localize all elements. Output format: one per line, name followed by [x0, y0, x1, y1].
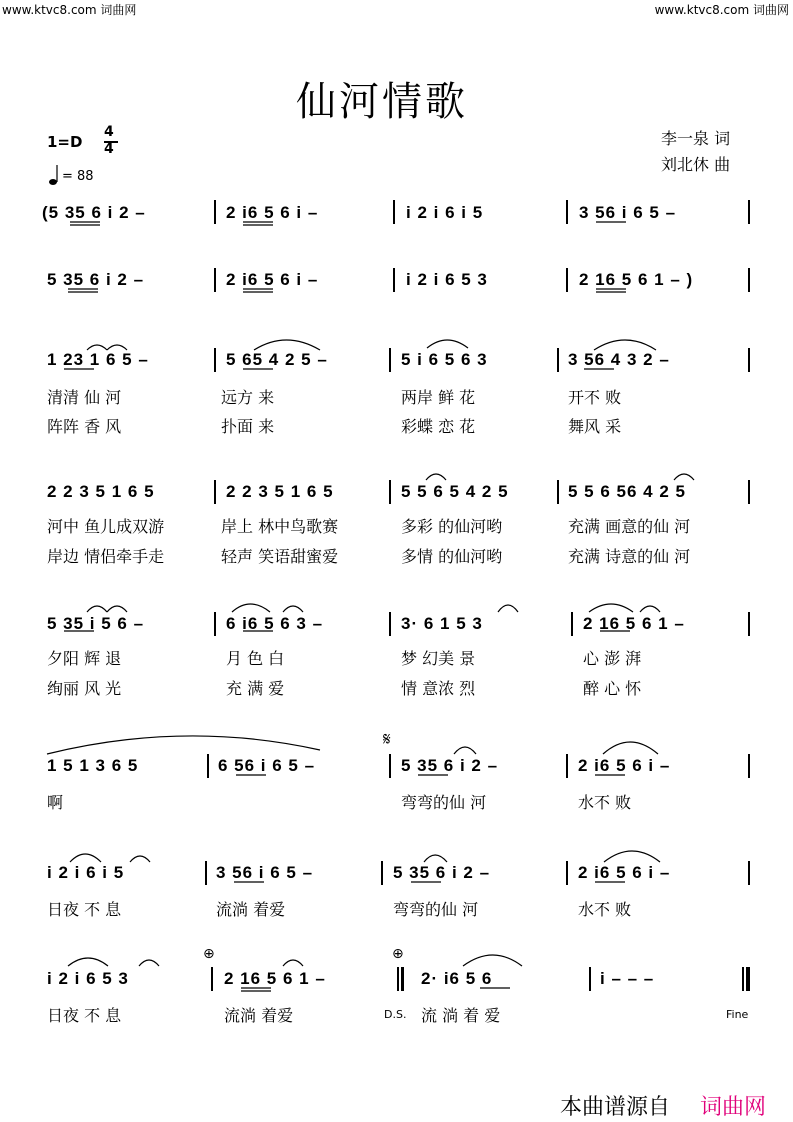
lyricist-credit: 李一泉 词	[661, 129, 731, 148]
slur	[139, 960, 159, 966]
lyrics-row7-v1-m1: 日夜 不 息	[47, 900, 122, 919]
notes-row5-m3: 3· 6 1 5 3	[401, 614, 483, 633]
notes-row3-m4: 3 56 4 3 2 –	[568, 350, 670, 369]
slur	[463, 955, 522, 966]
lyrics-row4-v1-m4: 充满 画意的仙 河	[568, 517, 691, 536]
slur	[604, 851, 660, 862]
slur	[498, 605, 518, 612]
notes-row6-m4: 2 i6 5 6 i –	[578, 756, 671, 775]
notes-row7-m1: i 2 i 6 i 5	[47, 863, 125, 882]
lyrics-row5-v2-m3: 情 意浓 烈	[401, 679, 476, 698]
notes-row1-m2: 2 i6 5 6 i –	[226, 203, 319, 222]
slur	[47, 736, 320, 754]
notes-row4-m4: 5 5 6 56 4 2 5	[568, 482, 686, 501]
slur	[254, 340, 320, 350]
lyrics-row7-v1-m2: 流淌 着爱	[216, 900, 286, 919]
watermark-right: www.ktvc8.com 词曲网	[654, 3, 789, 17]
notes-row5-m4: 2 16 5 6 1 –	[583, 614, 685, 633]
lyrics-row5-v2-m4: 醉 心 怀	[583, 679, 642, 698]
notes-row4-m3: 5 5 6 5 4 2 5	[401, 482, 509, 501]
lyrics-row5-v1-m4: 心 澎 湃	[583, 649, 642, 668]
notes-row2-m2: 2 i6 5 6 i –	[226, 270, 319, 289]
lyrics-row3-v1-m4: 开不 败	[568, 388, 622, 407]
slur	[107, 606, 127, 612]
composer-credit: 刘北休 曲	[661, 155, 731, 174]
notes-row7-m2: 3 56 i 6 5 –	[216, 863, 314, 882]
slur	[232, 604, 270, 612]
lyrics-row4-v2-m2: 轻声 笑语甜蜜爱	[221, 547, 339, 566]
notes-row8-m1: i 2 i 6 5 3	[47, 969, 129, 988]
lyrics-row3-v1-m1: 清清 仙 河	[47, 388, 122, 407]
notes-row7-m4: 2 i6 5 6 i –	[578, 863, 671, 882]
notes-row8-m3: 2· i6 5 6	[421, 969, 493, 988]
lyrics-row8-v1-m3: 流 淌 着 爱	[421, 1006, 501, 1025]
slur	[589, 604, 633, 612]
lyrics-row4-v1-m3: 多彩 的仙河哟	[401, 517, 503, 536]
time-signature-top: 4	[104, 124, 114, 140]
notes-row5-m1: 5 35 i 5 6 –	[47, 614, 145, 633]
footer-site-link[interactable]: 词曲网	[700, 1095, 767, 1120]
notes-row1-m4: 3 56 i 6 5 –	[579, 203, 677, 222]
lyrics-row7-v1-m3: 弯弯的仙 河	[393, 900, 479, 919]
lyrics-row5-v1-m3: 梦 幻美 景	[401, 649, 476, 668]
lyrics-row3-v1-m2: 远方 来	[221, 388, 275, 407]
watermark-left: www.ktvc8.com 词曲网	[2, 3, 137, 17]
coda-icon-1: ⊕	[203, 946, 215, 962]
notes-row6-m1: 1 5 1 3 6 5	[47, 756, 139, 775]
lyrics-row5-v2-m2: 充 满 爱	[226, 679, 285, 698]
notes-row2-m3: i 2 i 6 5 3	[406, 270, 488, 289]
ds-marking: D.S.	[384, 1008, 407, 1021]
segno-icon: 𝄋	[383, 729, 391, 750]
notes-row1-m1: (5 35 6 i 2 –	[42, 203, 146, 222]
slur	[454, 747, 476, 754]
notes-row3-m3: 5 i 6 5 6 3	[401, 350, 488, 369]
notes-row5-m2: 6 i6 5 6 3 –	[226, 614, 324, 633]
footer-source-label: 本曲谱源自	[560, 1095, 671, 1120]
notes-row3-m2: 5 65 4 2 5 –	[226, 350, 328, 369]
notes-row4-m1: 2 2 3 5 1 6 5	[47, 482, 155, 501]
notes-row8-m2: 2 16 5 6 1 –	[224, 969, 326, 988]
slur	[427, 340, 468, 348]
lyrics-row3-v2-m3: 彩蝶 恋 花	[401, 417, 476, 436]
notes-row6-m3: 5 35 6 i 2 –	[401, 756, 499, 775]
notes-row6-m2: 6 56 i 6 5 –	[218, 756, 316, 775]
lyrics-row4-v2-m4: 充满 诗意的仙 河	[568, 547, 691, 566]
lyrics-row7-v1-m4: 水不 败	[578, 900, 632, 919]
slur	[603, 742, 658, 754]
lyrics-row4-v1-m1: 河中 鱼儿成双游	[47, 517, 165, 536]
lyrics-row6-v1-m4: 水不 败	[578, 793, 632, 812]
slur	[68, 958, 108, 966]
notes-row7-m3: 5 35 6 i 2 –	[393, 863, 491, 882]
key-signature: 1=D	[47, 133, 83, 151]
lyrics-row8-v1-m2: 流淌 着爱	[224, 1006, 294, 1025]
slur	[130, 856, 150, 862]
lyrics-row3-v1-m3: 两岸 鲜 花	[401, 388, 476, 407]
slur	[426, 474, 446, 480]
notes-row1-m3: i 2 i 6 i 5	[406, 203, 484, 222]
notes-row3-m1: 1 23 1 6 5 –	[47, 350, 149, 369]
slur	[70, 854, 101, 862]
slur	[674, 474, 694, 480]
slur	[87, 606, 107, 612]
lyrics-row3-v2-m4: 舞风 采	[568, 417, 622, 436]
notes-row8-m4: i – – –	[600, 969, 655, 988]
slur	[283, 606, 303, 612]
lyrics-row6-v1-m1: 啊	[47, 793, 64, 812]
lyrics-row3-v2-m1: 阵阵 香 风	[47, 417, 122, 436]
lyrics-row4-v2-m3: 多情 的仙河哟	[401, 547, 503, 566]
lyrics-row8-v1-m1: 日夜 不 息	[47, 1006, 122, 1025]
slur	[594, 340, 656, 350]
lyrics-row5-v2-m1: 绚丽 风 光	[47, 679, 122, 698]
coda-icon-2: ⊕	[392, 946, 404, 962]
slur	[640, 606, 660, 612]
slur	[283, 960, 303, 966]
notes-row2-m4: 2 16 5 6 1 – )	[579, 270, 694, 289]
lyrics-row5-v1-m2: 月 色 白	[226, 649, 285, 668]
slur	[107, 345, 127, 350]
notes-row4-m2: 2 2 3 5 1 6 5	[226, 482, 334, 501]
lyrics-row5-v1-m1: 夕阳 辉 退	[47, 649, 122, 668]
lyrics-row4-v2-m1: 岸边 情侣牵手走	[47, 547, 165, 566]
notes-row2-m1: 5 35 6 i 2 –	[47, 270, 145, 289]
lyrics-row4-v1-m2: 岸上 林中鸟歌赛	[221, 517, 339, 536]
slur	[87, 345, 107, 350]
song-title: 仙河情歌	[296, 79, 468, 125]
fine-marking: Fine	[726, 1008, 749, 1021]
lyrics-row3-v2-m2: 扑面 来	[221, 417, 275, 436]
tempo-marking: = 88	[62, 169, 94, 184]
slur	[424, 855, 447, 862]
time-signature-bottom: 4	[104, 141, 114, 157]
lyrics-row6-v1-m3: 弯弯的仙 河	[401, 793, 487, 812]
